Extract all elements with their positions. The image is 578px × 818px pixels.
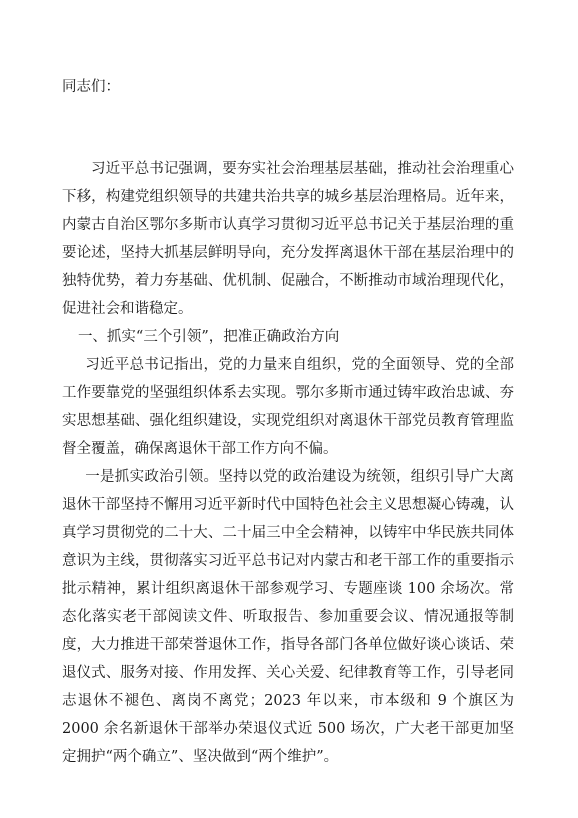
paragraph-intro: 习近平总书记强调，要夯实社会治理基层基础，推动社会治理重心下移，构建党组织领导的共建共治共享的城乡基层治理格局。近年来，内蒙古自治区鄂尔多斯市认真学习贯彻习近平总书记关于基层治理的重要论述，坚持大抓基层鲜明导向，充分发挥离退休干部在基层治理中的独特优势，着力夯基础、优机制、促融合，不断推动市域治理现代化，促进社会和谐稳定。 xyxy=(62,161,514,317)
paragraph-section-1-intro: 习近平总书记指出，党的力量来自组织，党的全面领导、党的全部工作要靠党的坚强组织体系去实现。鄂尔多斯市通过铸牢政治忠诚、夯实思想基础、强化组织建设，实现党组织对离退休干部党员教育管理监督全覆盖，确保离退休干部工作方向不偏。 xyxy=(62,357,514,457)
document-body xyxy=(62,155,514,771)
paragraph-political-guidance: 一是抓实政治引领。坚持以党的政治建设为统领，组织引导广大离退休干部坚持不懈用习近平新时代中国特色社会主义思想凝心铸魂，认真学习贯彻党的二十大、二十届三中全会精神，以铸牢中华民族共同体意识为主线，贯彻落实习近平总书记对内蒙古和老干部工作的重要指示批示精神，累计组织离退休干部参观学习、专题座谈 100 余场次。常态化落实老干部阅读文件、听取报告、参加重要会议、情况通报等制度，大力推进干部荣誉退休工作，指导各部门各单位做好谈心谈话、荣退仪式、服务对接、作用发挥、关心关爱、纪律教育等工作，引导老同志退休不褪色、离岗不离党；2023 年以来，市本级和 9 个旗区为 2000 余名新退休干部举办荣退仪式近 500 场次，广大老干部更加坚定拥护“两个确立”、坚决做到“两个维护”。 xyxy=(62,469,514,765)
section-heading-1: 一、抓实“三个引领”，把准正确政治方向 xyxy=(77,329,340,345)
salutation: 同志们： xyxy=(62,79,120,95)
